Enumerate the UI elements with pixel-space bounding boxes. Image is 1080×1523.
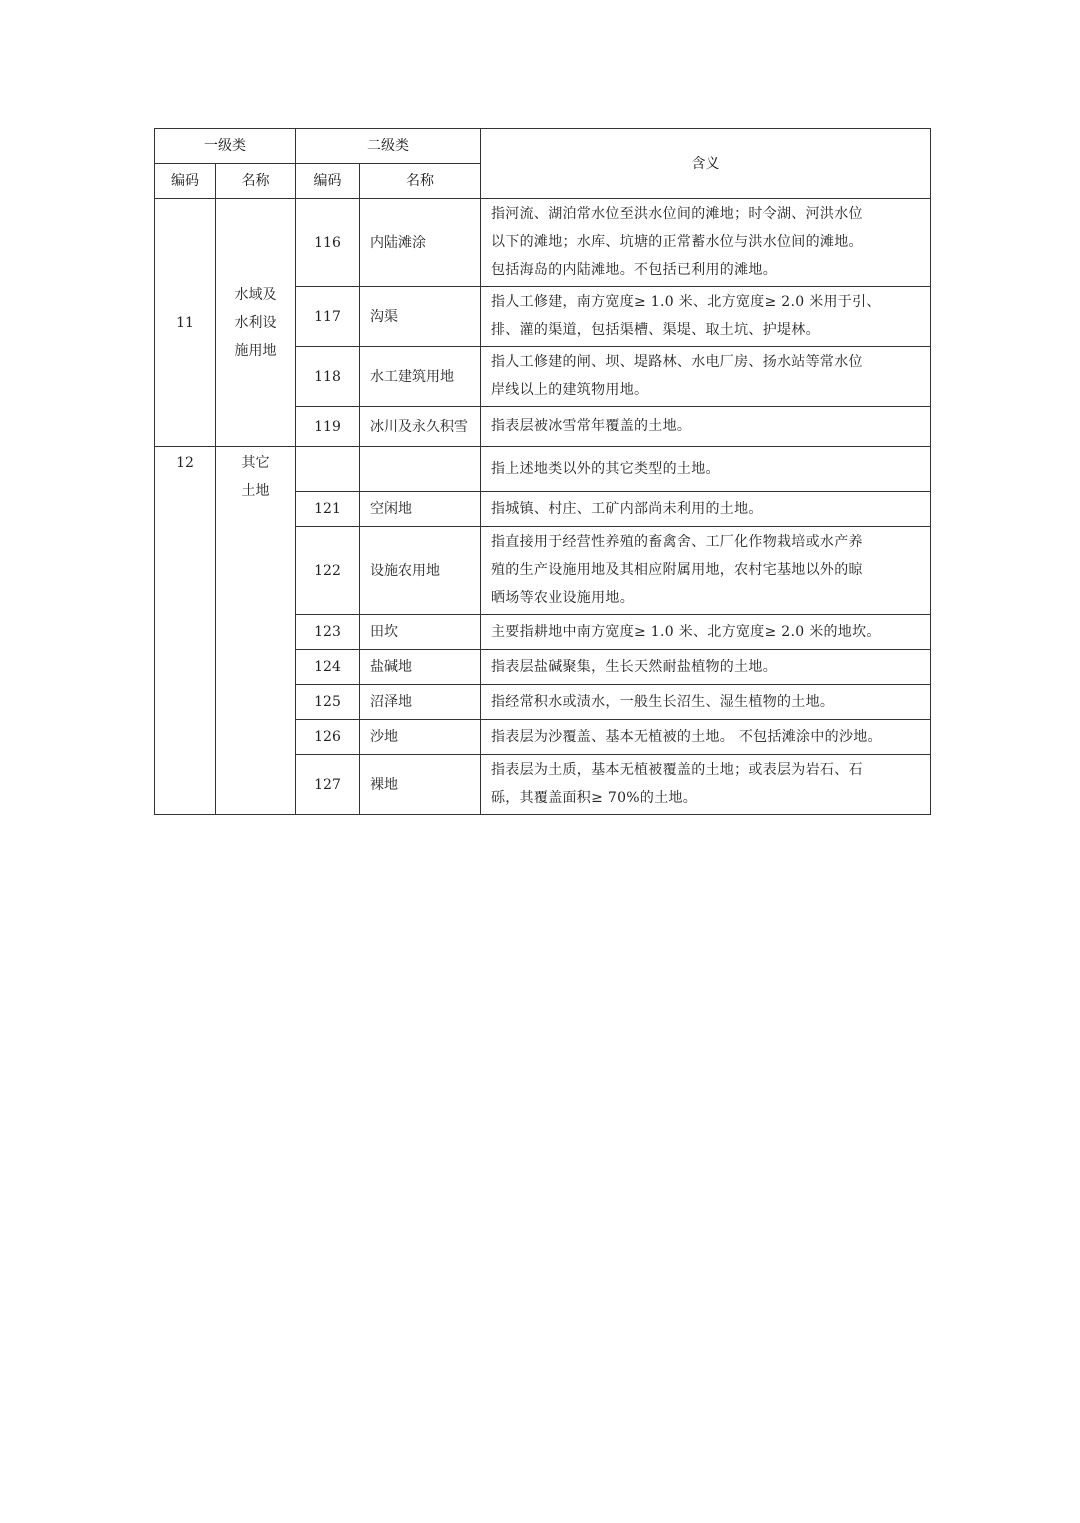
level1-name-line: 水域及	[234, 286, 277, 303]
level1-name-line: 施用地	[234, 342, 277, 359]
level2-code: 127	[314, 776, 341, 793]
level2-code-cell	[296, 407, 360, 447]
header-level1: 一级类	[155, 129, 296, 164]
meaning-cell	[481, 720, 931, 755]
level2-name: 盐碱地	[370, 659, 412, 675]
level2-code: 119	[314, 418, 341, 435]
meaning-line: 排、灌的渠道，包括渠槽、渠堤、取土坑、护堤林。	[491, 322, 820, 338]
header-level2-code: 编码	[296, 164, 360, 199]
meaning-cell	[481, 615, 931, 650]
level2-code-cell	[296, 287, 360, 347]
meaning-cell	[481, 347, 931, 407]
level2-code-cell	[296, 447, 360, 492]
level2-name-cell	[360, 287, 481, 347]
level2-name-cell	[360, 615, 481, 650]
level2-code: 122	[314, 562, 341, 579]
table-row	[155, 447, 931, 492]
meaning-line: 殖的生产设施用地及其相应附属用地，农村宅基地以外的晾	[491, 562, 863, 578]
meaning-line: 指表层盐碱聚集，生长天然耐盐植物的土地。	[491, 658, 777, 675]
meaning-line: 岸线以上的建筑物用地。	[491, 382, 649, 398]
meaning-line: 包括海岛的内陆滩地。不包括已利用的滩地。	[491, 262, 777, 278]
header-meaning: 含义	[481, 129, 931, 199]
level2-name: 沼泽地	[370, 694, 412, 710]
level2-name: 内陆滩涂	[370, 234, 426, 251]
level2-name: 裸地	[370, 776, 398, 793]
level2-name-cell	[360, 199, 481, 287]
level2-name-cell	[360, 447, 481, 492]
level1-code-cell	[155, 447, 216, 815]
meaning-line: 以下的滩地；水库、坑塘的正常蓄水位与洪水位间的滩地。	[491, 234, 863, 250]
level2-name-cell	[360, 492, 481, 527]
table-row	[155, 199, 931, 287]
meaning-cell	[481, 650, 931, 685]
level2-code-cell	[296, 755, 360, 815]
level2-code-cell	[296, 650, 360, 685]
meaning-line: 主要指耕地中南方宽度≥ 1.0 米、北方宽度≥ 2.0 米的地坎。	[491, 623, 881, 640]
level2-name: 水工建筑用地	[370, 368, 454, 385]
level2-code: 123	[314, 624, 341, 640]
meaning-line: 指上述地类以外的其它类型的土地。	[491, 460, 720, 477]
meaning-cell	[481, 447, 931, 492]
level1-name-line: 土地	[241, 483, 270, 499]
meaning-cell	[481, 527, 931, 615]
level2-name: 沟渠	[370, 308, 398, 325]
level2-name-cell	[360, 650, 481, 685]
meaning-line: 指表层被冰雪常年覆盖的土地。	[491, 418, 692, 434]
meaning-cell	[481, 492, 931, 527]
level1-code-cell	[155, 199, 216, 447]
level2-code-cell	[296, 615, 360, 650]
meaning-line: 指表层为沙覆盖、基本无植被的土地。 不包括滩涂中的沙地。	[491, 728, 882, 745]
level2-name: 设施农用地	[370, 562, 440, 579]
meaning-line: 指人工修建的闸、坝、堤路林、水电厂房、扬水站等常水位	[491, 354, 863, 370]
level2-code: 125	[314, 694, 341, 710]
header-level2-name: 名称	[360, 164, 481, 199]
level2-name-cell	[360, 685, 481, 720]
level1-name-cell	[216, 447, 296, 815]
meaning-line: 指表层为土质，基本无植被覆盖的土地；或表层为岩石、石	[491, 762, 863, 778]
level2-code: 121	[314, 501, 341, 517]
level2-name: 田坎	[370, 624, 398, 640]
level2-name-cell	[360, 527, 481, 615]
level1-code: 11	[176, 314, 194, 331]
meaning-cell	[481, 407, 931, 447]
level1-name-line: 水利设	[234, 314, 277, 331]
meaning-cell	[481, 287, 931, 347]
level2-name: 沙地	[370, 729, 398, 745]
header-level1-name: 名称	[216, 164, 296, 199]
land-use-classification-table	[154, 128, 931, 815]
level2-name-cell	[360, 347, 481, 407]
table-body	[155, 199, 931, 815]
level1-code: 12	[176, 455, 194, 471]
level2-code: 124	[314, 659, 341, 675]
meaning-line: 指直接用于经营性养殖的畜禽舍、工厂化作物栽培或水产养	[491, 534, 863, 550]
level2-code: 126	[314, 729, 341, 745]
level2-name-cell	[360, 407, 481, 447]
meaning-line: 指河流、湖泊常水位至洪水位间的滩地；时令湖、河洪水位	[491, 206, 863, 222]
level2-name-cell	[360, 755, 481, 815]
meaning-line: 指经常积水或渍水，一般生长沼生、湿生植物的土地。	[491, 693, 835, 710]
level2-name-cell	[360, 720, 481, 755]
meaning-line: 砾，其覆盖面积≥ 70%的土地。	[491, 790, 698, 806]
header-level2: 二级类	[296, 129, 481, 164]
level2-code-cell	[296, 685, 360, 720]
meaning-cell	[481, 199, 931, 287]
level2-code: 118	[314, 368, 341, 385]
header-row-1	[155, 129, 931, 164]
level1-name-line: 其它	[241, 455, 270, 471]
meaning-line: 晒场等农业设施用地。	[491, 590, 634, 606]
level2-code-cell	[296, 720, 360, 755]
level2-code-cell	[296, 347, 360, 407]
meaning-line: 指城镇、村庄、工矿内部尚未利用的土地。	[491, 500, 763, 517]
level1-name-cell	[216, 199, 296, 447]
meaning-line: 指人工修建，南方宽度≥ 1.0 米、北方宽度≥ 2.0 米用于引、	[491, 294, 881, 310]
level2-code: 117	[314, 308, 341, 325]
level2-code-cell	[296, 492, 360, 527]
level2-name: 空闲地	[370, 501, 412, 517]
level2-name: 冰川及永久积雪	[370, 418, 468, 435]
meaning-cell	[481, 685, 931, 720]
meaning-cell	[481, 755, 931, 815]
level2-code-cell	[296, 527, 360, 615]
level2-code-cell	[296, 199, 360, 287]
header-level1-code: 编码	[155, 164, 216, 199]
level2-code: 116	[314, 234, 341, 251]
